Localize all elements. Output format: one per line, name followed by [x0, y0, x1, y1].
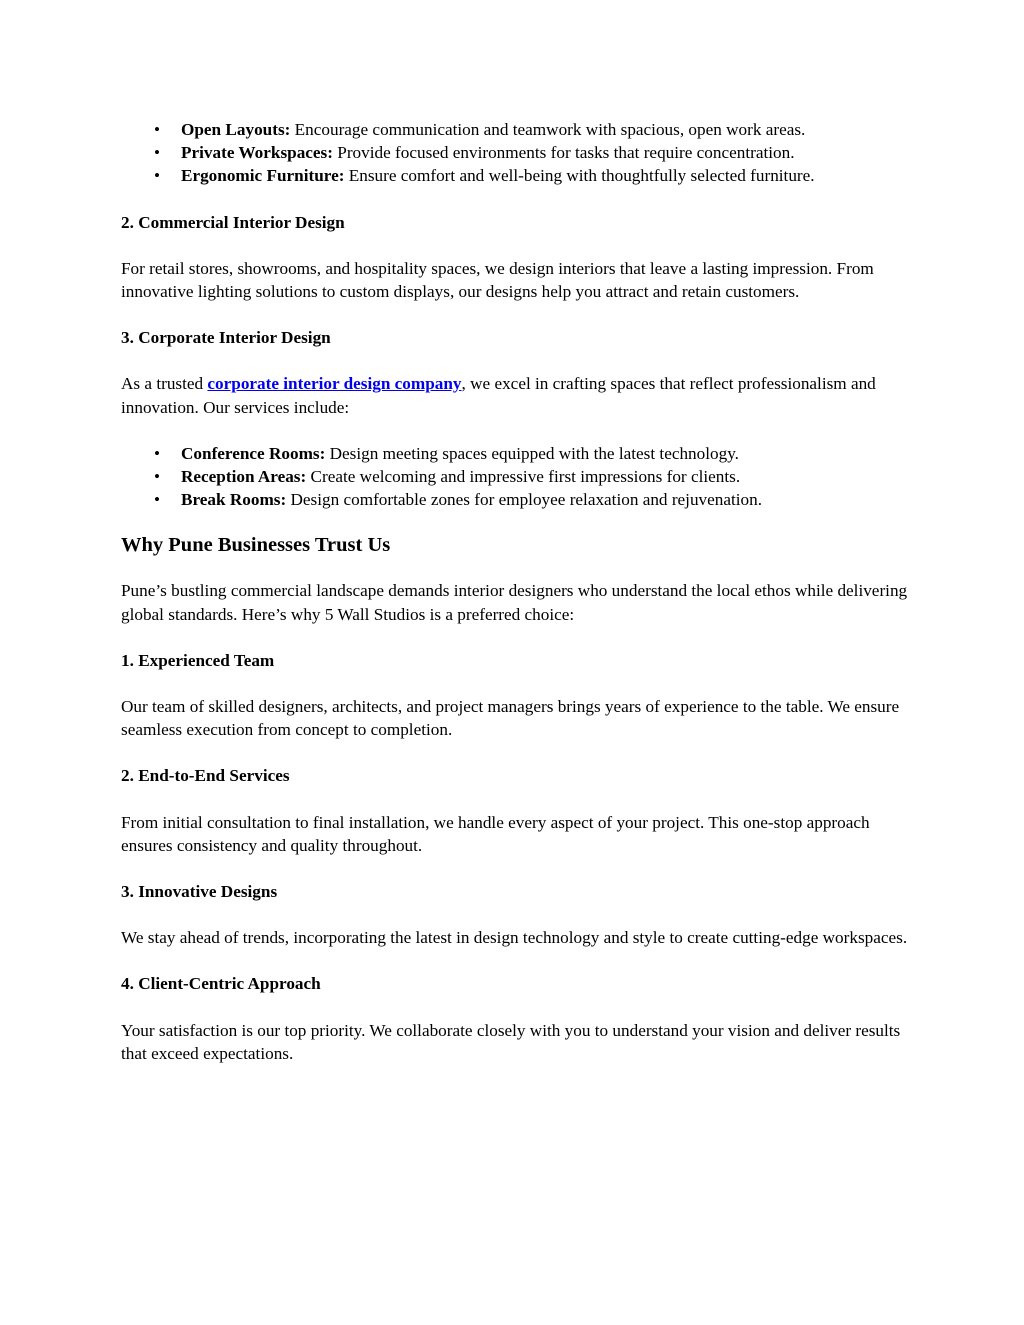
- corporate-body: [121, 372, 911, 418]
- list-item-term: Ergonomic Furniture:: [181, 166, 345, 186]
- why-trust-intro: Pune’s bustling commercial landscape demands interior designers who understand the local ethos while delivering global standards. Here’s why 5 Wall Studios is a preferred choice:: [121, 581, 908, 624]
- reason-heading: 3. Innovative Designs: [121, 882, 278, 902]
- list-item: [181, 118, 911, 141]
- why-trust-heading: Why Pune Businesses Trust Us: [121, 534, 391, 557]
- corporate-body-before: As a trusted: [121, 374, 208, 394]
- commercial-body: For retail stores, showrooms, and hospitality spaces, we design interiors that leave a lasting impression. From innovative lighting solutions to custom displays, our designs help you attract and retain customers.: [121, 258, 874, 302]
- corporate-body-after: , we excel in crafting spaces that reflect professionalism and innovation. Our services include:: [121, 374, 876, 417]
- list-item-text: Encourage communication and teamwork with spacious, open work areas.: [290, 120, 806, 139]
- list-item-term: Conference Rooms:: [181, 443, 326, 463]
- reason-heading: 2. End-to-End Services: [121, 766, 290, 786]
- list-item-term: Break Rooms:: [181, 490, 287, 510]
- list-item-term: Open Layouts:: [181, 120, 291, 139]
- corporate-heading: 3. Corporate Interior Design: [121, 328, 331, 348]
- reason-heading: 1. Experienced Team: [121, 650, 275, 670]
- list-item: [181, 488, 911, 511]
- list-item-term: Reception Areas:: [181, 467, 307, 487]
- list-item: [181, 141, 911, 164]
- document-page: [121, 118, 911, 1065]
- list-item-text: Create welcoming and impressive first impressions for clients.: [306, 467, 741, 487]
- corporate-interior-design-link[interactable]: corporate interior design company: [207, 374, 462, 394]
- reason-body: Our team of skilled designers, architects, and project managers brings years of experience to the table. We ensure seamless execution from concept to completion.: [121, 697, 900, 740]
- list-item-text: Design comfortable zones for employee relaxation and rejuvenation.: [286, 490, 763, 510]
- reason-body: From initial consultation to final installation, we handle every aspect of your project. This one-stop approach ensures consistency and quality throughout.: [121, 812, 870, 855]
- reason-body: Your satisfaction is our top priority. We collaborate closely with you to understand your vision and deliver results that exceed expectations.: [121, 1020, 901, 1063]
- corporate-services-list: [121, 442, 911, 512]
- list-item-text: Ensure comfort and well-being with thoughtfully selected furniture.: [344, 166, 815, 186]
- workspace-features-list: [121, 118, 911, 188]
- list-item: [181, 465, 911, 488]
- list-item-term: Private Workspaces:: [181, 143, 333, 163]
- reason-heading: 4. Client-Centric Approach: [121, 974, 321, 994]
- list-item-text: Design meeting spaces equipped with the latest technology.: [325, 443, 739, 463]
- list-item: [181, 442, 911, 465]
- commercial-heading: 2. Commercial Interior Design: [121, 212, 345, 232]
- list-item: [181, 164, 911, 187]
- reason-body: We stay ahead of trends, incorporating the latest in design technology and style to create cutting-edge workspaces.: [121, 928, 908, 948]
- list-item-text: Provide focused environments for tasks that require concentration.: [332, 143, 795, 163]
